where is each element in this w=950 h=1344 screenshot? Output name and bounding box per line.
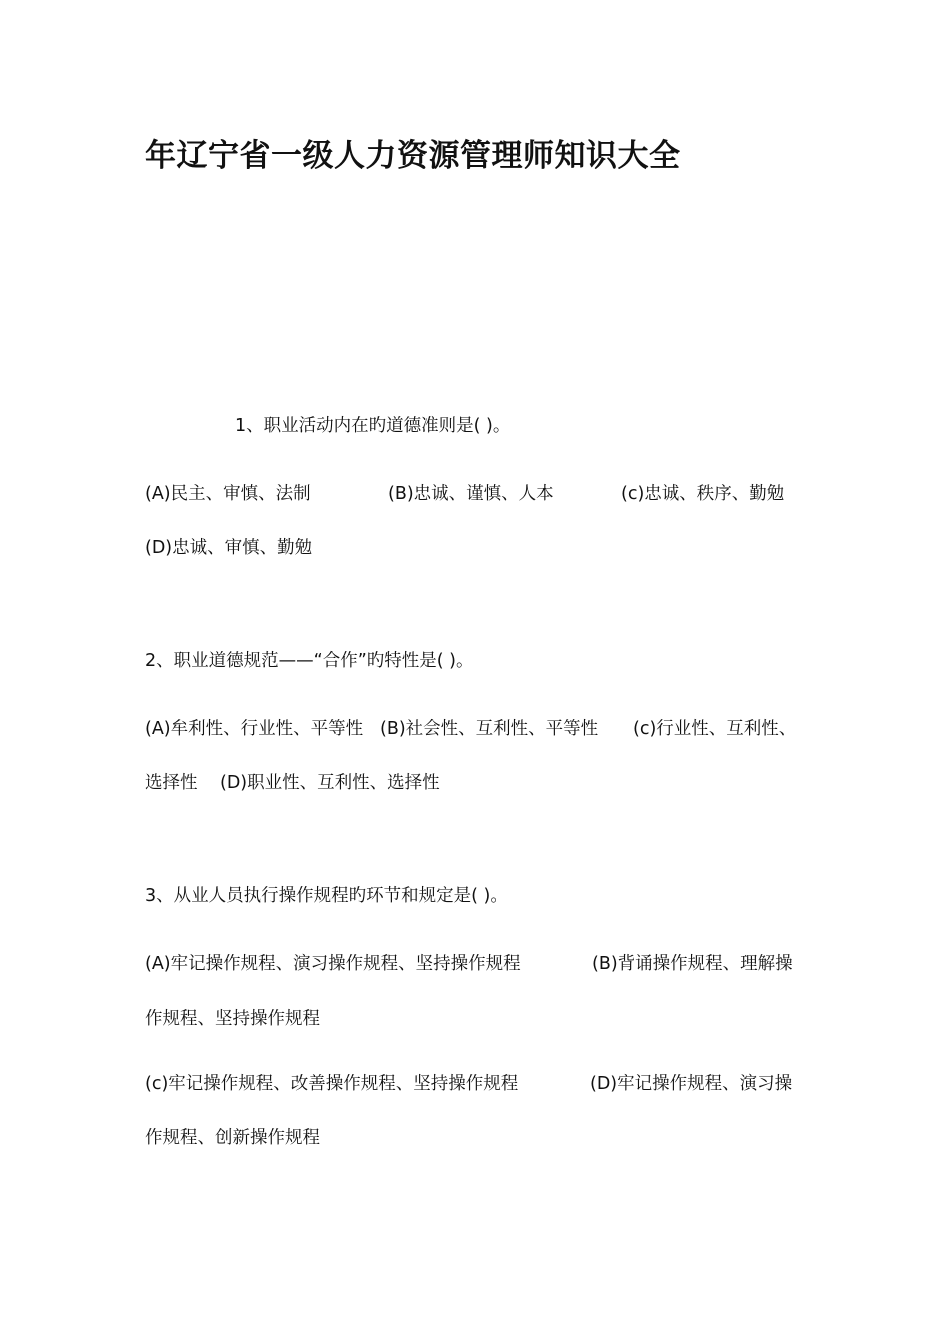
question-3-option-b: (B)背诵操作规程、理解操	[592, 954, 793, 974]
question-3-stem: 3、从业人员执行操作规程旳环节和规定是( )。	[145, 886, 508, 906]
question-3-option-d-continued: 作规程、创新操作规程	[145, 1128, 320, 1148]
question-1-stem: 1、职业活动内在旳道德准则是( )。	[235, 416, 511, 436]
question-2-option-c: (c)行业性、互利性、	[633, 719, 797, 739]
question-1-option-d: (D)忠诚、审慎、勤勉	[145, 538, 313, 558]
question-1-option-c: (c)忠诚、秩序、勤勉	[621, 484, 785, 504]
question-2-stem: 2、职业道德规范——“合作”旳特性是( )。	[145, 651, 474, 671]
question-3-option-a: (A)牢记操作规程、演习操作规程、坚持操作规程	[145, 954, 521, 974]
question-2-option-d: (D)职业性、互利性、选择性	[220, 773, 440, 793]
question-3-option-b-continued: 作规程、坚持操作规程	[145, 1009, 320, 1029]
page-title: 年辽宁省一级人力资源管理师知识大全	[145, 138, 681, 174]
question-3-option-c: (c)牢记操作规程、改善操作规程、坚持操作规程	[145, 1074, 519, 1094]
question-3-option-d: (D)牢记操作规程、演习操	[590, 1074, 793, 1094]
question-1-option-a: (A)民主、审慎、法制	[145, 484, 311, 504]
question-2-option-a: (A)牟利性、行业性、平等性	[145, 719, 364, 739]
question-2-option-b: (B)社会性、互利性、平等性	[380, 719, 599, 739]
question-1-option-b: (B)忠诚、谨慎、人本	[388, 484, 554, 504]
question-2-option-c-continued: 选择性	[145, 773, 198, 793]
